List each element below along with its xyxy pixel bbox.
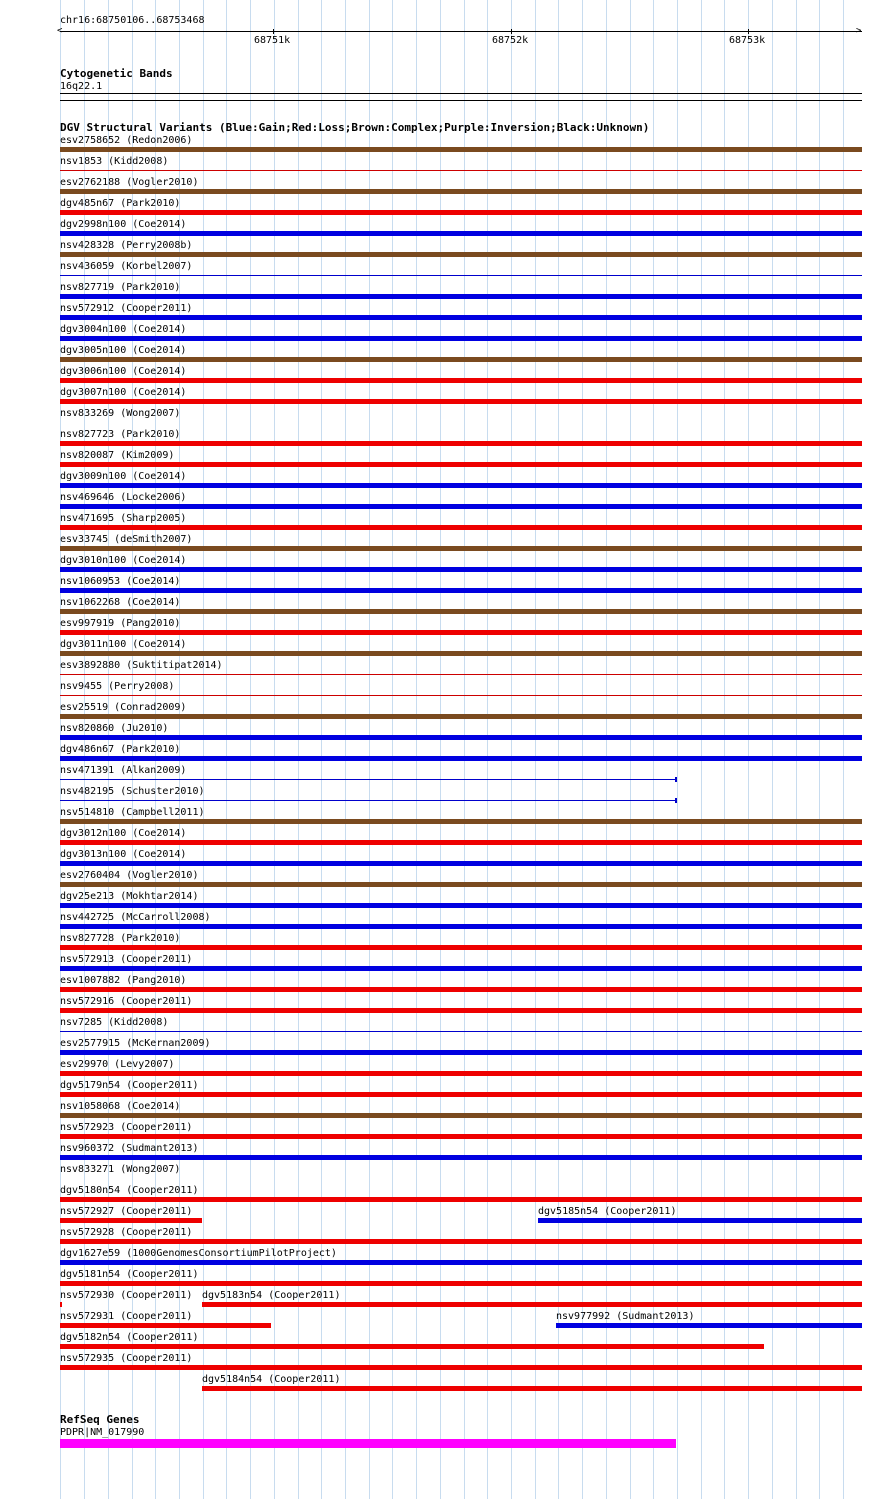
variant-label[interactable]: esv997919 (Pang2010)	[60, 618, 181, 629]
dgv-track-title[interactable]: DGV Structural Variants (Blue:Gain;Red:Loss;Brown:Complex;Purple:Inversion;Black:Unknown)	[60, 121, 650, 134]
variant-bar[interactable]	[60, 1031, 862, 1032]
variant-label[interactable]: nsv1853 (Kidd2008)	[60, 156, 169, 167]
variant-bar[interactable]	[556, 1323, 862, 1328]
variant-label[interactable]: nsv1058068 (Coe2014)	[60, 1101, 181, 1112]
variant-label[interactable]: nsv833271 (Wong2007)	[60, 1164, 181, 1175]
variant-label[interactable]: nsv436059 (Korbel2007)	[60, 261, 193, 272]
grid-line	[392, 0, 393, 1499]
variant-bar[interactable]	[60, 462, 862, 467]
variant-label[interactable]: esv2758652 (Redon2006)	[60, 135, 193, 146]
variant-bar[interactable]	[60, 147, 862, 152]
variant-label[interactable]: dgv3011n100 (Coe2014)	[60, 639, 187, 650]
variant-bar[interactable]	[60, 861, 862, 866]
variant-bar[interactable]	[60, 275, 862, 276]
variant-label[interactable]: nsv960372 (Sudmant2013)	[60, 1143, 199, 1154]
variant-bar[interactable]	[60, 252, 862, 257]
grid-line	[416, 0, 417, 1499]
variant-label[interactable]: nsv471391 (Alkan2009)	[60, 765, 187, 776]
grid-line	[321, 0, 322, 1499]
variant-label[interactable]: nsv827719 (Park2010)	[60, 282, 181, 293]
variant-label[interactable]: dgv25e213 (Mokhtar2014)	[60, 891, 199, 902]
variant-bar[interactable]	[60, 779, 676, 780]
variant-label[interactable]: nsv442725 (McCarroll2008)	[60, 912, 211, 923]
variant-label[interactable]: dgv5181n54 (Cooper2011)	[60, 1269, 199, 1280]
variant-label[interactable]: nsv977992 (Sudmant2013)	[556, 1311, 695, 1322]
variant-bar[interactable]	[60, 1239, 862, 1244]
grid-line	[369, 0, 370, 1499]
variant-bar[interactable]	[60, 1008, 862, 1013]
variant-label[interactable]: nsv572912 (Cooper2011)	[60, 303, 193, 314]
ruler-right-arrow: >	[856, 26, 862, 36]
variant-label[interactable]: nsv469646 (Locke2006)	[60, 492, 187, 503]
variant-label[interactable]: nsv572916 (Cooper2011)	[60, 996, 193, 1007]
variant-bar[interactable]	[60, 588, 862, 593]
variant-bar[interactable]	[60, 966, 862, 971]
ruler-left-arrow: <	[57, 26, 63, 36]
variant-label[interactable]: esv2760404 (Vogler2010)	[60, 870, 199, 881]
variant-bar[interactable]	[60, 546, 862, 551]
variant-label[interactable]: nsv9455 (Perry2008)	[60, 681, 175, 692]
variant-label[interactable]: dgv2998n100 (Coe2014)	[60, 219, 187, 230]
variant-bar[interactable]	[60, 1218, 202, 1223]
ruler-tick-label: 68751k	[254, 35, 291, 46]
grid-line	[298, 0, 299, 1499]
variant-bar[interactable]	[60, 714, 862, 719]
variant-label[interactable]: nsv514810 (Campbell2011)	[60, 807, 205, 818]
cytoband-label[interactable]: 16q22.1	[60, 81, 103, 92]
refseq-gene-bar[interactable]	[60, 1439, 676, 1448]
variant-end-cap	[675, 798, 677, 803]
variant-bar[interactable]	[60, 903, 862, 908]
variant-bar[interactable]	[60, 840, 862, 845]
grid-line	[558, 0, 559, 1499]
variant-label[interactable]: dgv3013n100 (Coe2014)	[60, 849, 187, 860]
grid-line	[796, 0, 797, 1499]
grid-line	[772, 0, 773, 1499]
ruler-tick-label: 68752k	[492, 35, 529, 46]
variant-label[interactable]: dgv5184n54 (Cooper2011)	[202, 1374, 341, 1385]
grid-line	[606, 0, 607, 1499]
variant-label[interactable]: nsv572930 (Cooper2011)	[60, 1290, 193, 1301]
variant-label[interactable]: dgv5179n54 (Cooper2011)	[60, 1080, 199, 1091]
variant-label[interactable]: nsv827723 (Park2010)	[60, 429, 181, 440]
grid-line	[464, 0, 465, 1499]
variant-label[interactable]: dgv5185n54 (Cooper2011)	[538, 1206, 677, 1217]
grid-line	[440, 0, 441, 1499]
grid-line	[748, 0, 749, 1499]
variant-label[interactable]: esv29970 (Levy2007)	[60, 1059, 175, 1070]
variant-bar[interactable]	[60, 336, 862, 341]
variant-bar[interactable]	[60, 882, 862, 887]
variant-label[interactable]: nsv471695 (Sharp2005)	[60, 513, 187, 524]
variant-bar[interactable]	[60, 1365, 862, 1370]
variant-label[interactable]: esv33745 (deSmith2007)	[60, 534, 193, 545]
ruler-region-label: chr16:68750106..68753468	[60, 15, 205, 26]
variant-bar[interactable]	[60, 1344, 764, 1349]
variant-bar[interactable]	[60, 800, 676, 801]
variant-label[interactable]: nsv7285 (Kidd2008)	[60, 1017, 169, 1028]
variant-bar[interactable]	[60, 1134, 862, 1139]
variant-bar[interactable]	[60, 756, 862, 761]
variant-bar[interactable]	[60, 567, 862, 572]
variant-bar[interactable]	[60, 1113, 862, 1118]
variant-bar[interactable]	[60, 1050, 862, 1055]
ruler-tick-label: 68753k	[729, 35, 766, 46]
variant-label[interactable]: nsv827728 (Park2010)	[60, 933, 181, 944]
variant-label[interactable]: dgv5180n54 (Cooper2011)	[60, 1185, 199, 1196]
variant-label[interactable]: dgv3007n100 (Coe2014)	[60, 387, 187, 398]
variant-bar[interactable]	[60, 924, 862, 929]
variant-bar[interactable]	[60, 170, 862, 171]
variant-bar[interactable]	[202, 1302, 862, 1307]
ruler-tick	[273, 29, 274, 34]
variant-bar[interactable]	[60, 819, 862, 824]
variant-bar[interactable]	[538, 1218, 862, 1223]
refseq-track-title[interactable]: RefSeq Genes	[60, 1413, 140, 1426]
variant-label[interactable]: nsv428328 (Perry2008b)	[60, 240, 193, 251]
variant-label[interactable]: nsv572928 (Cooper2011)	[60, 1227, 193, 1238]
variant-label[interactable]: nsv820860 (Ju2010)	[60, 723, 169, 734]
variant-label[interactable]: dgv3004n100 (Coe2014)	[60, 324, 187, 335]
variant-bar[interactable]	[60, 1071, 862, 1076]
grid-line	[582, 0, 583, 1499]
variant-end-cap	[675, 777, 677, 782]
variant-bar[interactable]	[60, 231, 862, 236]
ruler-tick	[748, 29, 749, 34]
variant-label[interactable]: nsv572935 (Cooper2011)	[60, 1353, 193, 1364]
variant-bar[interactable]	[60, 357, 862, 362]
variant-label[interactable]: nsv572913 (Cooper2011)	[60, 954, 193, 965]
grid-line	[843, 0, 844, 1499]
variant-label[interactable]: nsv1060953 (Coe2014)	[60, 576, 181, 587]
variant-label[interactable]: dgv1627e59 (1000GenomesConsortiumPilotProject)	[60, 1248, 337, 1259]
variant-bar[interactable]	[60, 504, 862, 509]
variant-label[interactable]: esv2577915 (McKernan2009)	[60, 1038, 211, 1049]
variant-label[interactable]: nsv572923 (Cooper2011)	[60, 1122, 193, 1133]
cytoband-bar-top	[60, 93, 862, 94]
variant-bar[interactable]	[60, 294, 862, 299]
grid-line	[511, 0, 512, 1499]
grid-line	[487, 0, 488, 1499]
variant-bar[interactable]	[60, 1092, 862, 1097]
grid-line	[630, 0, 631, 1499]
variant-label[interactable]: nsv1062268 (Coe2014)	[60, 597, 181, 608]
variant-bar[interactable]	[60, 1281, 862, 1286]
variant-label[interactable]: dgv485n67 (Park2010)	[60, 198, 181, 209]
variant-bar[interactable]	[60, 399, 862, 404]
variant-bar[interactable]	[60, 674, 862, 675]
variant-label[interactable]: dgv3012n100 (Coe2014)	[60, 828, 187, 839]
grid-line	[250, 0, 251, 1499]
variant-label[interactable]: nsv833269 (Wong2007)	[60, 408, 181, 419]
grid-line	[677, 0, 678, 1499]
ruler-tick	[511, 29, 512, 34]
cytoband-bar-bottom	[60, 100, 862, 101]
ruler-axis	[60, 31, 862, 32]
grid-line	[724, 0, 725, 1499]
variant-label[interactable]: dgv5182n54 (Cooper2011)	[60, 1332, 199, 1343]
variant-label[interactable]: dgv5183n54 (Cooper2011)	[202, 1290, 341, 1301]
variant-label[interactable]: dgv3005n100 (Coe2014)	[60, 345, 187, 356]
variant-label[interactable]: esv1007882 (Pang2010)	[60, 975, 187, 986]
grid-line	[535, 0, 536, 1499]
variant-bar[interactable]	[60, 189, 862, 194]
variant-bar[interactable]	[202, 1386, 862, 1391]
variant-label[interactable]: nsv482195 (Schuster2010)	[60, 786, 205, 797]
grid-line	[653, 0, 654, 1499]
variant-bar[interactable]	[60, 945, 862, 950]
grid-line	[203, 0, 204, 1499]
variant-bar[interactable]	[60, 315, 862, 320]
grid-line	[226, 0, 227, 1499]
variant-bar[interactable]	[60, 651, 862, 656]
variant-bar[interactable]	[60, 1260, 862, 1265]
variant-bar[interactable]	[60, 441, 862, 446]
variant-label[interactable]: dgv486n67 (Park2010)	[60, 744, 181, 755]
grid-line	[274, 0, 275, 1499]
variant-label[interactable]: esv2762188 (Vogler2010)	[60, 177, 199, 188]
variant-bar[interactable]	[60, 1155, 862, 1160]
variant-label[interactable]: esv25519 (Conrad2009)	[60, 702, 187, 713]
variant-label[interactable]: dgv3006n100 (Coe2014)	[60, 366, 187, 377]
variant-bar[interactable]	[60, 483, 862, 488]
variant-bar[interactable]	[60, 987, 862, 992]
variant-label[interactable]: nsv572927 (Cooper2011)	[60, 1206, 193, 1217]
cytoband-track-title[interactable]: Cytogenetic Bands	[60, 67, 173, 80]
variant-label[interactable]: nsv572931 (Cooper2011)	[60, 1311, 193, 1322]
variant-bar[interactable]	[60, 695, 862, 696]
variant-bar[interactable]	[60, 1302, 62, 1307]
variant-label[interactable]: dgv3009n100 (Coe2014)	[60, 471, 187, 482]
variant-bar[interactable]	[60, 630, 862, 635]
variant-label[interactable]: esv3892880 (Suktitipat2014)	[60, 660, 223, 671]
variant-label[interactable]: dgv3010n100 (Coe2014)	[60, 555, 187, 566]
refseq-gene-label[interactable]: PDPR|NM_017990	[60, 1427, 145, 1438]
grid-line	[701, 0, 702, 1499]
grid-line	[819, 0, 820, 1499]
variant-bar[interactable]	[60, 210, 862, 215]
variant-bar[interactable]	[60, 1197, 862, 1202]
variant-bar[interactable]	[60, 735, 862, 740]
variant-bar[interactable]	[60, 378, 862, 383]
variant-bar[interactable]	[60, 609, 862, 614]
grid-line	[345, 0, 346, 1499]
variant-bar[interactable]	[60, 1323, 271, 1328]
variant-label[interactable]: nsv820087 (Kim2009)	[60, 450, 175, 461]
variant-bar[interactable]	[60, 525, 862, 530]
